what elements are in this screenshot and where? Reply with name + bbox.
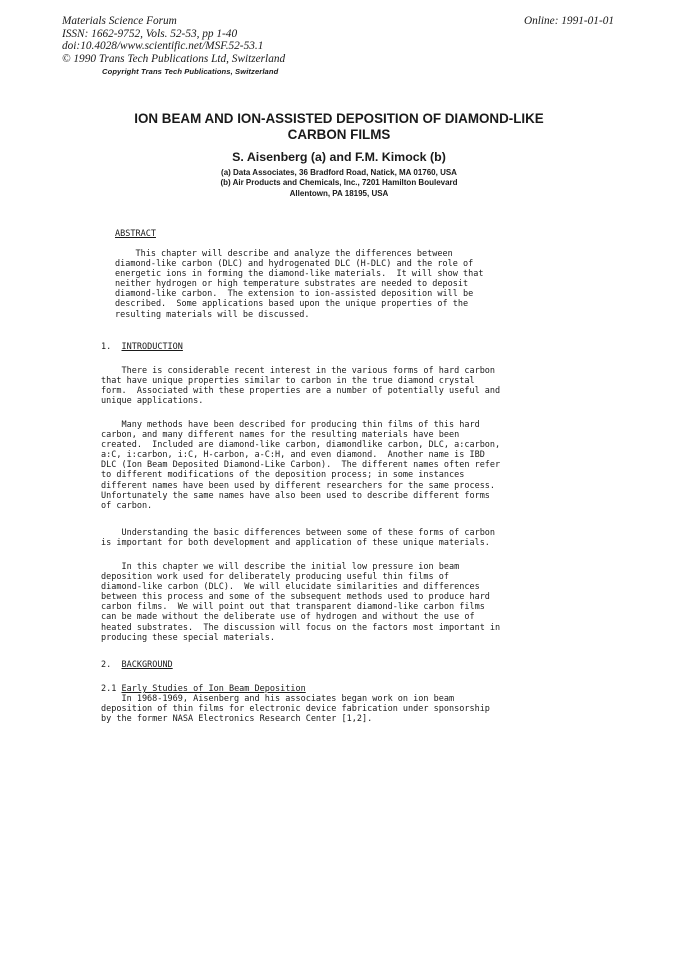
text-line: DLC (Ion Beam Deposited Diamond-Like Carbon). The different names often refer bbox=[101, 460, 501, 471]
journal-name: Materials Science Forum bbox=[62, 15, 177, 27]
text-line: In this chapter we will describe the initial low pressure ion beam bbox=[101, 562, 460, 572]
author-line: S. Aisenberg (a) and F.M. Kimock (b) bbox=[232, 150, 446, 164]
text-line: Understanding the basic differences between some of these forms of carbon bbox=[101, 528, 496, 538]
journal-info bbox=[62, 15, 285, 65]
online-date: Online: 1991-01-01 bbox=[523, 15, 614, 27]
intro-number: 1. bbox=[101, 342, 112, 352]
affiliation-a: (a) Data Associates, 36 Bradford Road, Natick, MA 01760, USA bbox=[221, 168, 457, 177]
text-line: neither hydrogen or high temperature substrates are needed to deposit bbox=[115, 279, 469, 290]
subsection-number: 2.1 bbox=[101, 684, 117, 694]
intro-heading: INTRODUCTION bbox=[121, 342, 183, 352]
copyright-line: © 1990 Trans Tech Publications Ltd, Switzerland bbox=[62, 52, 286, 65]
text-line: Unfortunately the same names have also been used to describe different forms bbox=[101, 490, 490, 501]
text-line: There is considerable recent interest in the various forms of hard carbon bbox=[101, 366, 496, 376]
affiliations bbox=[0, 168, 678, 199]
text-line: diamond-like carbon (DLC) and hydrogenated DLC (H-DLC) and the role of bbox=[115, 259, 474, 270]
text-line: Many methods have been described for producing thin films of this hard bbox=[101, 420, 480, 430]
paper-title bbox=[0, 111, 678, 142]
text-line: between this process and some of the subsequent methods used to produce hard bbox=[101, 592, 490, 603]
text-line: different names have been used by different researchers for the same process. bbox=[101, 480, 496, 491]
text-line: resulting materials will be discussed. bbox=[115, 309, 310, 320]
text-line: described. Some applications based upon the unique properties of the bbox=[115, 299, 469, 310]
issn-line: ISSN: 1662-9752, Vols. 52-53, pp 1-40 bbox=[62, 27, 238, 40]
text-line: created. Included are diamond-like carbon, diamondlike carbon, DLC, a:carbon, bbox=[101, 440, 501, 451]
text-line: In 1968-1969, Aisenberg and his associates began work on ion beam bbox=[101, 694, 455, 704]
text-line: form. Associated with these properties are a number of potentially useful and bbox=[101, 386, 501, 397]
text-line: that have unique properties similar to carbon in the true diamond crystal bbox=[101, 376, 475, 387]
intro-paragraph-1 bbox=[101, 366, 500, 406]
text-line: to different modifications of the deposition process; in some instances bbox=[101, 470, 465, 481]
text-line: deposition of thin films for electronic device fabrication under sponsorship bbox=[101, 704, 490, 715]
doi-link[interactable]: doi:10.4028/www.scientific.net/MSF.52-53.1 bbox=[62, 40, 264, 53]
text-line: producing these special materials. bbox=[101, 632, 275, 643]
title-line-2: CARBON FILMS bbox=[287, 126, 391, 142]
abstract-body bbox=[115, 249, 483, 320]
text-line: This chapter will describe and analyze the differences between bbox=[115, 249, 453, 259]
copyright-stamp: Copyright Trans Tech Publications, Switzerland bbox=[102, 67, 279, 76]
text-line: diamond-like carbon (DLC). We will elucidate similarities and differences bbox=[101, 582, 480, 593]
text-line: heated substrates. The discussion will focus on the factors most important in bbox=[101, 622, 501, 633]
text-line: can be made without the deliberate use of hydrogen and without the use of bbox=[101, 612, 475, 623]
text-line: a:C, i:carbon, i:C, H-carbon, a-C:H, and even diamond. Another name is IBD bbox=[101, 450, 485, 461]
intro-section-heading bbox=[101, 342, 183, 352]
text-line: energetic ions in forming the diamond-like materials. It will show that bbox=[115, 269, 484, 280]
text-line: diamond-like carbon. The extension to ion-assisted deposition will be bbox=[115, 289, 474, 300]
subsection-heading bbox=[101, 684, 306, 694]
text-line: unique applications. bbox=[101, 396, 204, 407]
text-line: carbon films. We will point out that transparent diamond-like carbon films bbox=[101, 602, 485, 613]
text-line: carbon, and many different names for the resulting materials have been bbox=[101, 430, 460, 441]
text-line: is important for both development and application of these unique materials. bbox=[101, 538, 490, 549]
affiliation-b-city: Allentown, PA 18195, USA bbox=[289, 188, 389, 198]
intro-paragraph-2 bbox=[101, 420, 500, 511]
text-line: by the former NASA Electronics Research Center [1,2]. bbox=[101, 714, 373, 725]
background-heading: BACKGROUND bbox=[121, 660, 173, 670]
affiliation-b: (b) Air Products and Chemicals, Inc., 7201 Hamilton Boulevard bbox=[220, 178, 458, 188]
background-number: 2. bbox=[101, 660, 112, 670]
text-line: of carbon. bbox=[101, 500, 153, 511]
title-line-1: ION BEAM AND ION-ASSISTED DEPOSITION OF DIAMOND-LIKE bbox=[134, 111, 544, 126]
subsection-title: Early Studies of Ion Beam Deposition bbox=[121, 684, 306, 694]
text-line: deposition work used for deliberately producing useful thin films of bbox=[101, 572, 449, 583]
background-paragraph-1 bbox=[101, 694, 490, 724]
intro-paragraph-4 bbox=[101, 562, 500, 643]
background-section-heading bbox=[101, 660, 173, 670]
intro-paragraph-3 bbox=[101, 528, 495, 548]
abstract-heading: ABSTRACT bbox=[115, 229, 156, 239]
